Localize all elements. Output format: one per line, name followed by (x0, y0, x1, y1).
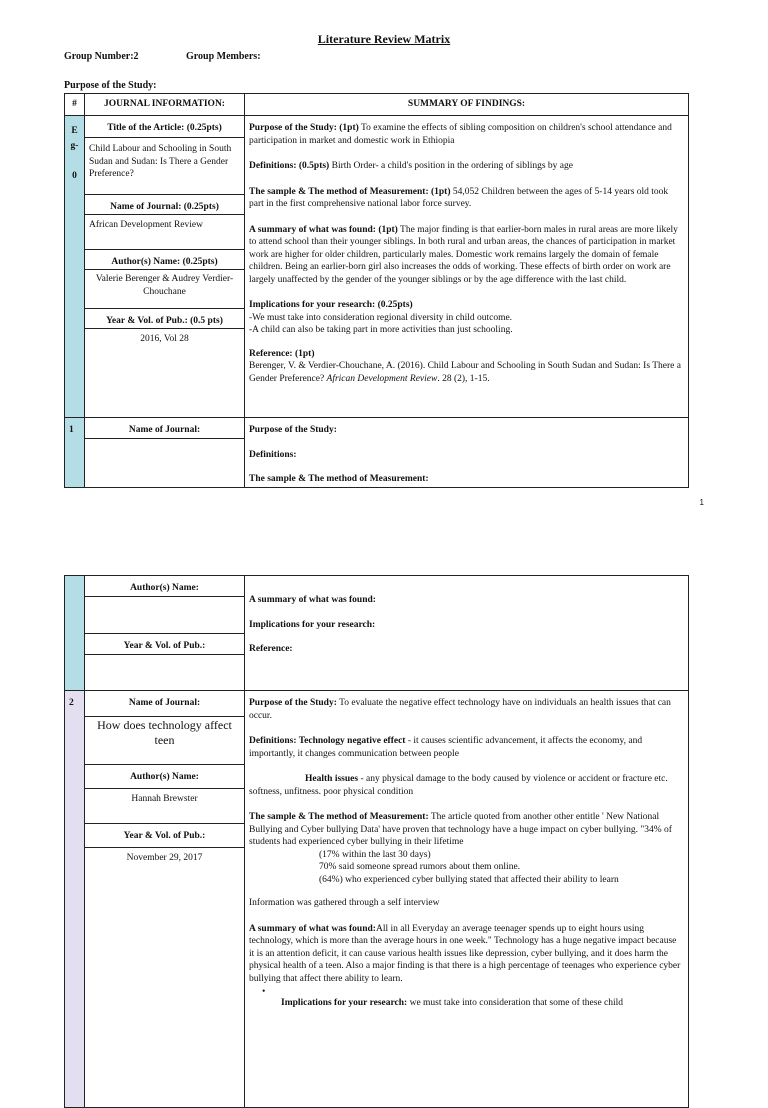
row2-stat-1: (17% within the last 30 days) (319, 849, 431, 860)
row2-purpose-text: To evaluate the negative effect technology have on individuals an health issues that can occur. (249, 698, 671, 721)
sample-label: The sample & The method of Measurement: (1pt) (249, 186, 451, 197)
purpose-text: To examine the effects of sibling composition on children's school attendance and participation in market and domestic work in Ethiopia (249, 123, 672, 146)
row2-health-text: - any physical damage to the body caused by violence or accident or fracture etc. softness, unfitness. poor physical condition (249, 774, 668, 797)
row1-purpose-label: Purpose of the Study: (249, 425, 337, 435)
implications-label: Implications for your research: (0.25pts) (249, 300, 413, 310)
sample-text: 54,052 Children between the ages of 5-14 years old took part in the first comprehensive national labor force survey. (249, 186, 669, 209)
table-row-1-continued (65, 576, 689, 597)
row-number-1: 1 (65, 418, 85, 488)
row1-authors-value (85, 597, 245, 634)
row2-found-text: All in all Everyday an average teenager spends up to eight hours using technology, which is more than the average hours in one week." Technology has a huge negative impact because it is an attention deficit, it can cause various health issues like depression, cyber bullying, and it does harm the physical health of a teen. Also a major finding is that there is a high percentage of teenages who experience cyber bullying that affect there ability to learn. (249, 923, 681, 984)
row2-definitions-label: Definitions: Technology negative effect (249, 736, 406, 746)
group-members: Group Members: (186, 51, 261, 62)
header-summary-of-findings: SUMMARY OF FINDINGS: (245, 94, 689, 116)
found-text: The major finding is that earlier-born males in rural areas are more likely to attend school than their younger siblings. In both rural and urban areas, the chances of participation in market work are higher for older children, particularly males. Domestic work remains largely the domain of female children. Being an earlier-born girl also increases the odds of working. These effects of birth order on work are largely unaffected by the gender of the younger siblings or by the age difference with the last child. (249, 224, 678, 285)
row2-journal-value: How does technology affect teen (85, 717, 245, 765)
purpose-label: Purpose of the Study: (1pt) (249, 123, 359, 133)
reference-volume: . 28 (2), 1-15. (437, 373, 490, 384)
page-title: Literature Review Matrix (317, 32, 451, 46)
review-matrix-table-continued (64, 575, 689, 1108)
implications-line-1: -We must take into consideration regional diversity in child outcome. (249, 312, 513, 323)
row1-continued-summary-cell (245, 576, 689, 691)
reference-journal: African Development Review (326, 373, 438, 384)
page-number: 1 (699, 498, 704, 507)
row1-journal-value (85, 439, 245, 488)
row-number-2: 2 (65, 691, 85, 1108)
row1-definitions-label: Definitions: (249, 449, 297, 460)
row-number-example: E g- 0 (65, 116, 85, 418)
definitions-text: Birth Order- a child's position in the ordering of siblings by age (329, 161, 573, 171)
authors-label: Author(s) Name: (0.25pts) (85, 250, 245, 270)
row2-implications-text: we must take into consideration that some of these child (407, 998, 624, 1008)
row2-bullet: • (262, 987, 266, 997)
review-matrix-table (64, 93, 689, 488)
definitions-label: Definitions: (0.5pts) (249, 161, 330, 171)
row2-found-label: A summary of what was found: (249, 923, 376, 934)
reference-text: Berenger, V. & Verdier-Chouchane, A. (2016). Child Labour and Schooling in South Sudan and Sudan: Is There a Gender Preference? (249, 361, 681, 384)
year-value: 2016, Vol 28 (85, 329, 245, 418)
row1-sample-label: The sample & The method of Measurement: (249, 474, 429, 484)
table-row-1 (65, 418, 689, 439)
row2-implications-label: Implications for your research: (281, 998, 408, 1008)
header-journal-information: JOURNAL INFORMATION: (85, 94, 245, 116)
group-number: Group Number:2 (64, 51, 139, 62)
purpose-of-study-label: Purpose of the Study: (64, 80, 157, 91)
row2-stat-2: 70% said someone spread rumors about them online. (319, 862, 521, 872)
row1-journal-label: Name of Journal: (85, 418, 245, 439)
row1-found-label: A summary of what was found: (249, 595, 376, 605)
row1-year-label: Year & Vol. of Pub.: (85, 634, 245, 655)
row2-year-label: Year & Vol. of Pub.: (85, 824, 245, 848)
row1-summary-cell (245, 418, 689, 488)
table-row-example (65, 116, 689, 138)
row1-authors-label: Author(s) Name: (85, 576, 245, 597)
row2-summary-cell (245, 691, 689, 1108)
row1-reference-label: Reference: (249, 644, 293, 654)
row2-stat-3: (64%) who experienced cyber bullying stated that affected their ability to learn (319, 874, 619, 885)
reference-label: Reference: (1pt) (249, 348, 315, 359)
row-number-1-continued (65, 576, 85, 691)
journal-value: African Development Review (85, 215, 245, 250)
row1-year-value (85, 655, 245, 691)
row2-purpose-label: Purpose of the Study: (249, 698, 337, 708)
year-label: Year & Vol. of Pub.: (0.5 pts) (85, 309, 245, 329)
table-header-row (65, 94, 689, 116)
row1-implications-label: Implications for your research: (249, 619, 376, 630)
journal-label: Name of Journal: (0.25pts) (85, 195, 245, 215)
title-value: Child Labour and Schooling in South Sudan and Sudan: Is There a Gender Preference? (85, 138, 245, 195)
table-row-2 (65, 691, 689, 717)
header-number: # (65, 94, 85, 116)
row2-year-value: November 29, 2017 (85, 848, 245, 1108)
implications-line-2: -A child can also be taking part in more activities than just schooling. (249, 325, 513, 335)
row2-definitions-text: - it causes scientific advancement, it affects the economy, and importantly, it changes communication between people (249, 736, 643, 759)
row2-authors-value: Hannah Brewster (85, 789, 245, 824)
row2-journal-label: Name of Journal: (85, 691, 245, 717)
authors-value: Valerie Berenger & Audrey Verdier-Chouchane (85, 270, 245, 309)
row2-interview-note: Information was gathered through a self interview (249, 898, 440, 908)
title-label: Title of the Article: (0.25pts) (85, 116, 245, 138)
row2-sample-text: The article quoted from another other entitle ' New National Bullying and Cyber bullying Data' have proven that technology have a huge impact on cyber bullying. "34% of students had experienced cyber bullying in their lifetime (249, 812, 672, 847)
found-label: A summary of what was found: (1pt) (249, 224, 398, 235)
row2-authors-label: Author(s) Name: (85, 765, 245, 789)
row2-sample-label: The sample & The method of Measurement: (249, 812, 429, 822)
row2-health-label: Health issues (305, 774, 359, 784)
example-summary-cell (245, 116, 689, 418)
